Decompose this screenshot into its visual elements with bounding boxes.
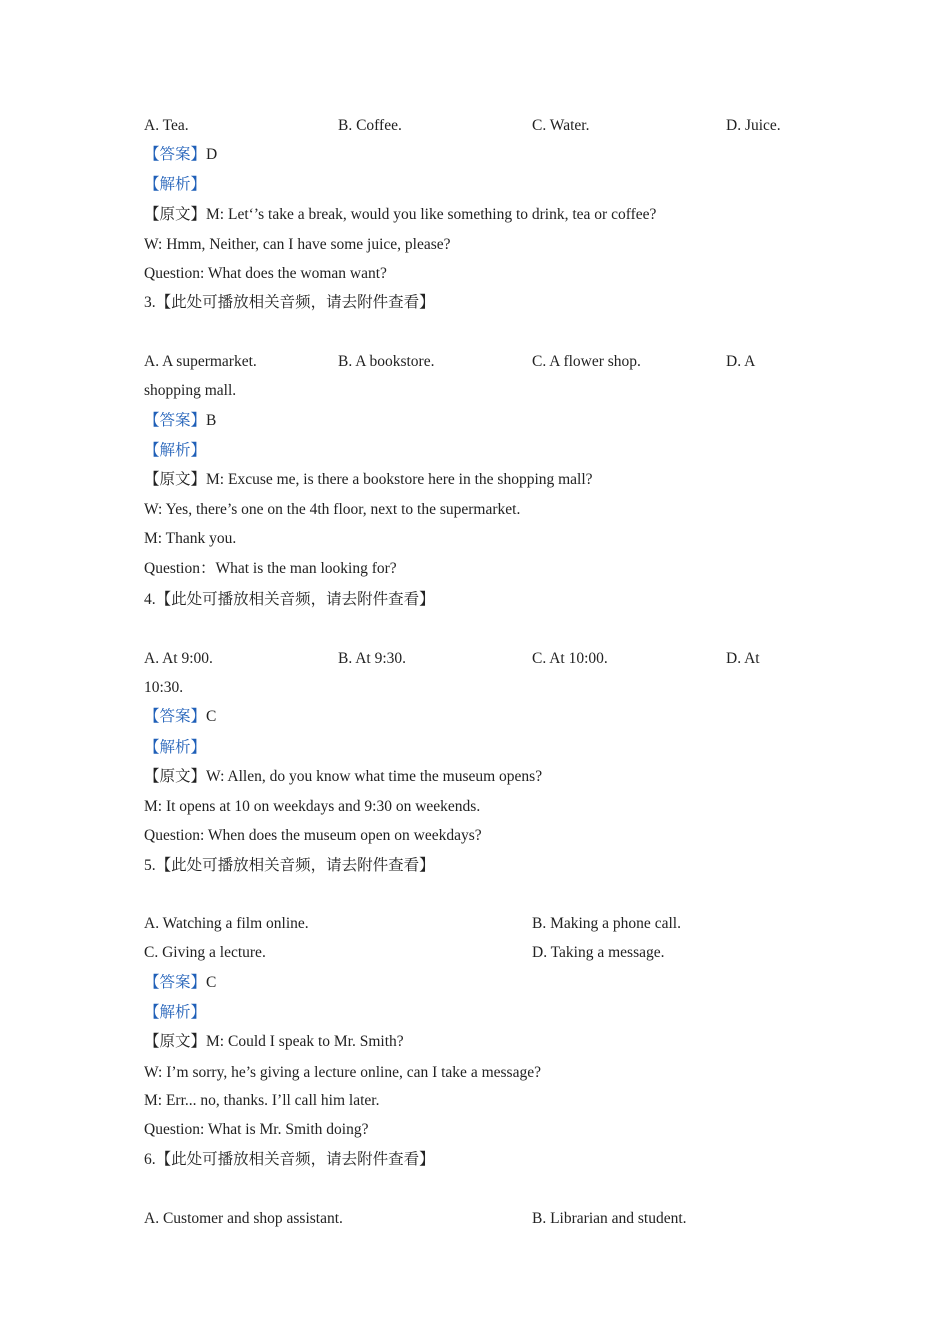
q6-option-b: B. Librarian and student. [532, 1210, 687, 1227]
q5-question: Question: What is Mr. Smith doing? [144, 1121, 369, 1138]
q4-answer [144, 707, 216, 727]
q5-option-c: C. Giving a lecture. [144, 944, 266, 961]
q4-analysis-label: 【解析】 [144, 739, 207, 756]
original-label: 【原文】 [144, 768, 207, 785]
q3-option-d: D. A [726, 353, 756, 370]
q5-analysis-label: 【解析】 [144, 1004, 207, 1021]
q2-question: Question: What does the woman want? [144, 265, 387, 282]
original-label: 【原文】 [144, 471, 207, 488]
q5-transcript-3: M: Err... no, thanks. I’ll call him later. [144, 1092, 380, 1109]
answer-label: 【答案】 [144, 146, 207, 163]
q2-options [144, 116, 781, 136]
q2-option-b: B. Coffee. [338, 117, 402, 134]
q5-option-a: A. Watching a film online. [144, 915, 309, 932]
q4-transcript-2: M: It opens at 10 on weekdays and 9:30 on weekends. [144, 798, 481, 815]
q3-option-c: C. A flower shop. [532, 353, 641, 370]
q3-option-d-wrap: shopping mall. [144, 382, 237, 399]
answer-value: C [206, 708, 217, 725]
answer-label: 【答案】 [144, 708, 207, 725]
q2-transcript-2: W: Hmm, Neither, can I have some juice, please? [144, 236, 451, 253]
q2-analysis-label: 【解析】 [144, 176, 207, 193]
answer-label: 【答案】 [144, 974, 207, 991]
q4-option-b: B. At 9:30. [338, 650, 407, 667]
q3-transcript-3: M: Thank you. [144, 530, 237, 547]
q3-options [144, 352, 755, 372]
q2-answer [144, 145, 217, 165]
q5-answer [144, 973, 216, 993]
q3-option-b: B. A bookstore. [338, 353, 435, 370]
q5-transcript-2: W: I’m sorry, he’s giving a lecture online, can I take a message? [144, 1064, 541, 1081]
original-label: 【原文】 [144, 1033, 207, 1050]
q2-transcript-1: 【原文】M: Let‘’s take a break, would you like something to drink, tea or coffee? [144, 206, 657, 223]
q2-option-c: C. Water. [532, 117, 590, 134]
q3-question: Question：What is the man looking for? [144, 560, 397, 577]
q3-transcript-2: W: Yes, there’s one on the 4th floor, next to the supermarket. [144, 501, 521, 518]
q3-option-a: A. A supermarket. [144, 353, 257, 370]
answer-value: C [206, 974, 217, 991]
q4-transcript-1: 【原文】W: Allen, do you know what time the museum opens? [144, 768, 543, 785]
answer-value: B [206, 412, 217, 429]
q4-heading: 4.【此处可播放相关音频，请去附件查看】 [144, 591, 435, 608]
q4-option-d: D. At [726, 650, 760, 667]
q4-options [144, 649, 760, 669]
q5-option-b: B. Making a phone call. [532, 915, 681, 932]
q6-option-a: A. Customer and shop assistant. [144, 1210, 343, 1227]
answer-value: D [206, 146, 218, 163]
q4-question: Question: When does the museum open on weekdays? [144, 827, 482, 844]
q3-heading: 3.【此处可播放相关音频，请去附件查看】 [144, 294, 435, 311]
q2-option-a: A. Tea. [144, 117, 189, 134]
q2-option-d: D. Juice. [726, 117, 781, 134]
answer-label: 【答案】 [144, 412, 207, 429]
original-label: 【原文】 [144, 206, 207, 223]
q6-heading: 6.【此处可播放相关音频，请去附件查看】 [144, 1151, 435, 1168]
q5-heading: 5.【此处可播放相关音频，请去附件查看】 [144, 857, 435, 874]
q4-option-d-wrap: 10:30. [144, 679, 184, 696]
q3-answer [144, 411, 216, 431]
q5-transcript-1: 【原文】M: Could I speak to Mr. Smith? [144, 1033, 404, 1050]
q4-option-a: A. At 9:00. [144, 650, 213, 667]
q3-transcript-1: 【原文】M: Excuse me, is there a bookstore here in the shopping mall? [144, 471, 593, 488]
q3-analysis-label: 【解析】 [144, 442, 207, 459]
q5-option-d: D. Taking a message. [532, 944, 665, 961]
q4-option-c: C. At 10:00. [532, 650, 608, 667]
